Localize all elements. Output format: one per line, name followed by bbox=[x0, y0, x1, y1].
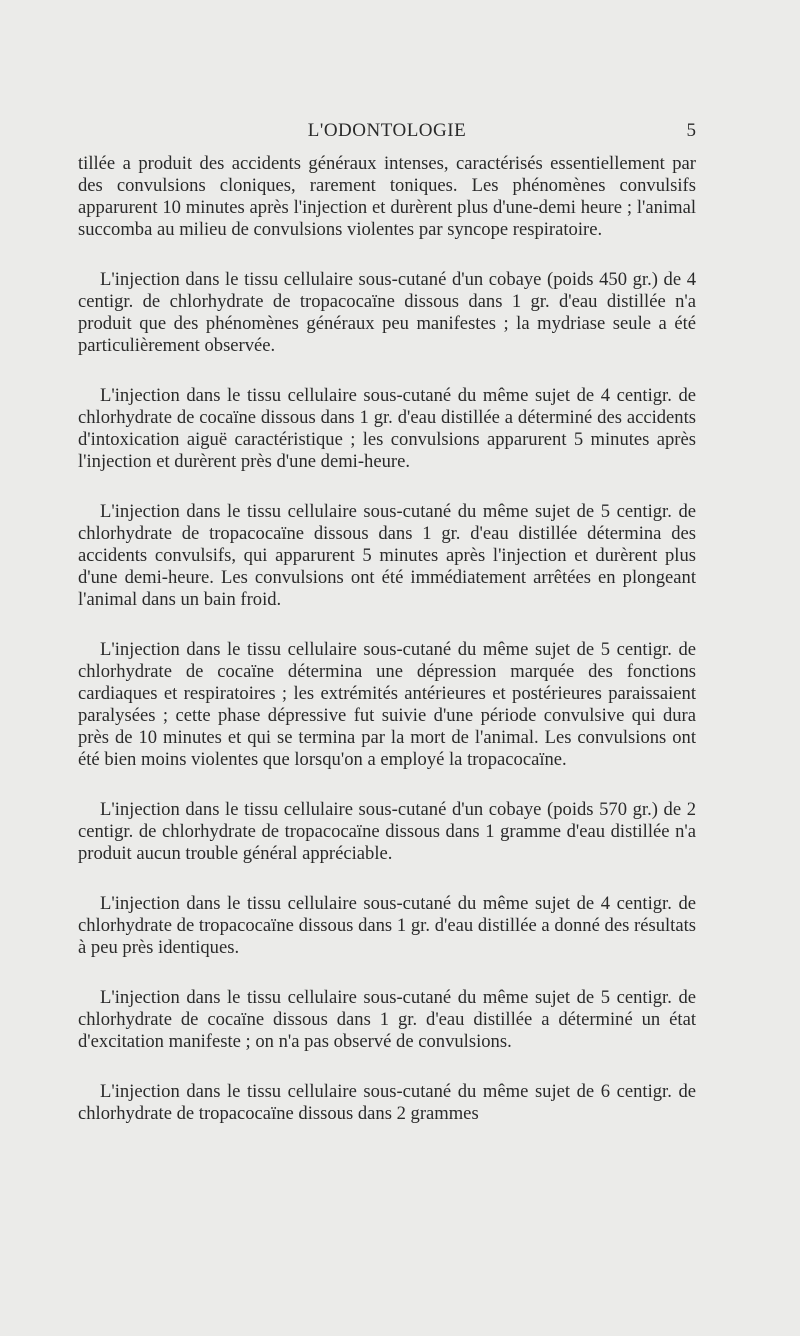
paragraph: L'injection dans le tissu cellulaire sous-cutané du même sujet de 5 centigr. de chlorhydrate de cocaïne dissous dans 1 gr. d'eau distillée a déterminé un état d'excitation manifeste ; on n'a pas observé de convulsions. bbox=[78, 987, 696, 1052]
running-title: L'ODONTOLOGIE bbox=[307, 120, 467, 141]
paragraph: L'injection dans le tissu cellulaire sous-cutané du même sujet de 5 centigr. de chlorhydrate de cocaïne détermina une dépression marquée des fonctions cardiaques et respiratoires ; les extrémités antérieures et postérieures paraissaient paralysées ; cette phase dépressive fut suivie d'une période convulsive qui dura près de 10 minutes et qui se termina par la mort de l'animal. Les convulsions ont été bien moins violentes que lorsqu'on a employé la tropacocaïne. bbox=[78, 639, 696, 770]
paragraph: L'injection dans le tissu cellulaire sous-cutané d'un cobaye (poids 450 gr.) de 4 centigr. de chlorhydrate de tropacocaïne dissous dans 1 gr. d'eau distillée n'a produit que des phénomènes généraux peu manifestes ; la mydriase seule a été particulièrement observée. bbox=[78, 269, 696, 356]
paragraph: L'injection dans le tissu cellulaire sous-cutané du même sujet de 6 centigr. de chlorhydrate de tropacocaïne dissous dans 2 grammes bbox=[78, 1081, 696, 1124]
page-number: 5 bbox=[686, 120, 696, 141]
paragraph: L'injection dans le tissu cellulaire sous-cutané du même sujet de 4 centigr. de chlorhydrate de tropacocaïne dissous dans 1 gr. d'eau distillée a donné des résultats à peu près identiques. bbox=[78, 893, 696, 958]
running-header bbox=[78, 120, 696, 144]
body-text bbox=[78, 153, 696, 1153]
paragraph: L'injection dans le tissu cellulaire sous-cutané d'un cobaye (poids 570 gr.) de 2 centigr. de chlorhydrate de tropacocaïne dissous dans 1 gramme d'eau distillée n'a produit aucun trouble général appréciable. bbox=[78, 799, 696, 864]
paragraph-continued: tillée a produit des accidents généraux intenses, caractérisés essentiellement par des convulsions cloniques, rarement toniques. Les phénomènes convulsifs apparurent 10 minutes après l'injection et durèrent plus d'une-demi heure ; l'animal succomba au milieu de convulsions violentes par syncope respiratoire. bbox=[78, 153, 696, 240]
paragraph: L'injection dans le tissu cellulaire sous-cutané du même sujet de 5 centigr. de chlorhydrate de tropacocaïne dissous dans 1 gr. d'eau distillée détermina des accidents convulsifs, qui apparurent 5 minutes après l'injection et durèrent plus d'une demi-heure. Les convulsions ont été immédiatement arrêtées en plongeant l'animal dans un bain froid. bbox=[78, 501, 696, 610]
paragraph: L'injection dans le tissu cellulaire sous-cutané du même sujet de 4 centigr. de chlorhydrate de cocaïne dissous dans 1 gr. d'eau distillée a déterminé des accidents d'intoxication aiguë caractéristique ; les convulsions apparurent 5 minutes après l'injection et durèrent près d'une demi-heure. bbox=[78, 385, 696, 472]
